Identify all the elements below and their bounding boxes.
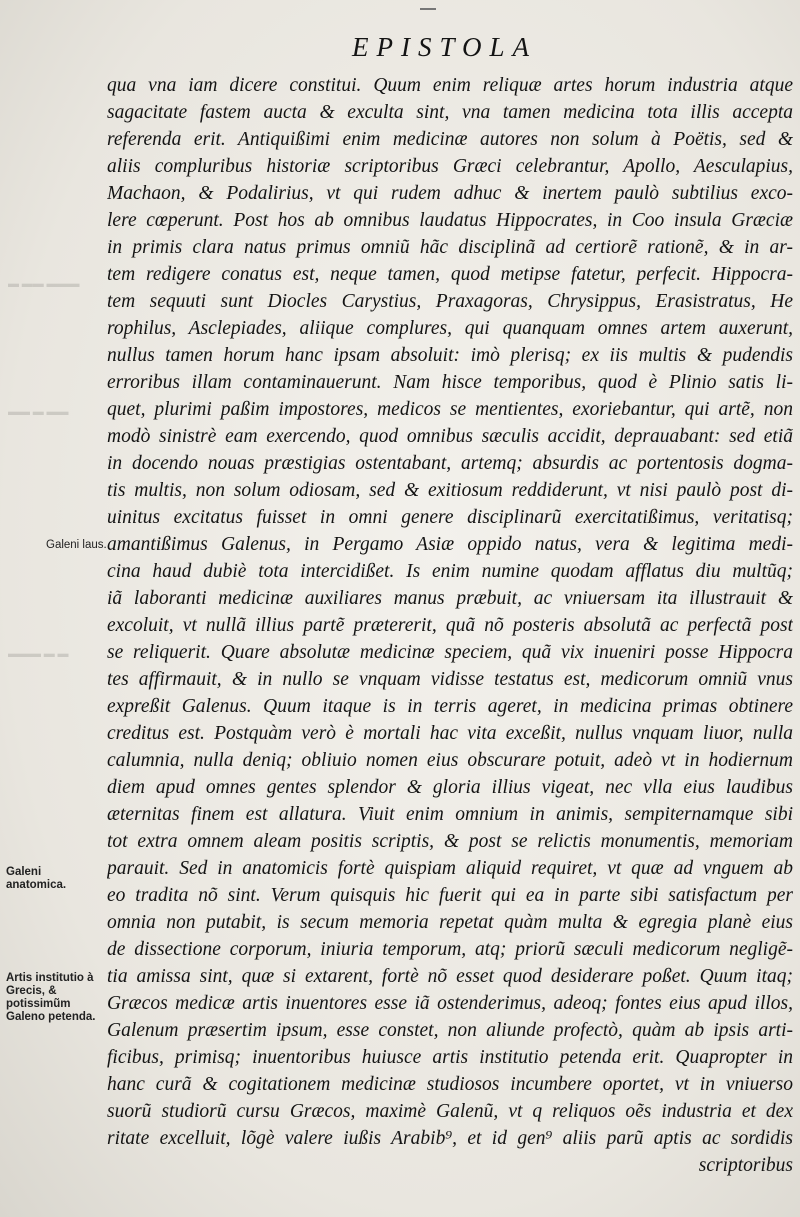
text-line: cina haud dubiè tota intercidißet. Is enim numine quodam afflatus diu multũq; [107,561,793,582]
text-line: Galenum præsertim ipsum, esse constet, non aliunde profectò, quàm ab ipsis arti- [107,1020,793,1041]
text-line: ritate excelluit, lõgè valere iußis Arabib⁹, et id gen⁹ aliis parũ aptis ac sordidis [107,1128,793,1149]
text-line: aliis compluribus historiæ scriptoribus Græci celebrantur, Apollo, Aesculapius, [107,156,793,177]
margin-note-art-institution: Artis institutio à Grecis, & potissimũm Galeno petenda. [6,972,96,1023]
text-line: se reliquerit. Quare absolutæ medicinæ speciem, quã vix inueniri posse Hippocra [107,642,793,663]
text-line: lere cœperunt. Post hos ab omnibus laudatus Hippocrates, in Coo insula Græciæ [107,210,793,231]
bleed-through-text: ▬▬ ▬ ▬▬ [8,406,69,418]
text-line: calumnia, nulla deniq; obliuio nomen eius obscurare potuit, adeò vt in hodiernum [107,750,793,771]
text-line: Machaon, & Podalirius, vt qui rudem adhuc & inertem paulò subtilius exco- [107,183,793,204]
text-line: de dissectione corporum, iniuria temporum, atq; priorũ sæculi medicorum negligẽ- [107,939,793,960]
text-line: hanc curã & cogitationem medicinæ studiosos incumbere oportet, vt in vniuerso [107,1074,793,1095]
text-line: quet, plurimi paßim impostores, medicos se mentientes, exoriebantur, qui artẽ, non [107,399,793,420]
text-line: amantißimus Galenus, in Pergamo Asiæ oppido natus, vera & legitima medi- [107,534,793,555]
text-line: excoluit, vt nullã illius partẽ prætererit, quã nõ posteris absolutã ac perfectã post [107,615,793,636]
text-line: modò sinistrè eam exercendo, quod omnibus sæculis accidit, deprauabant: sed etiã [107,426,793,447]
text-line: tot extra omnem aleam positis scriptis, & post se relictis monumentis, memoriam [107,831,793,852]
text-line: qua vna iam dicere constitui. Quum enim reliquæ artes horum industria atque [107,75,793,96]
text-line: referenda erit. Antiquißimi enim medicinæ autores non solum à Poëtis, sed & [107,129,793,150]
text-line: omnia non putabit, is secum memoria repetat quàm multa & egregia planè eius [107,912,793,933]
text-line: tem sequuti sunt Diocles Carystius, Praxagoras, Chrysippus, Erasistratus, He [107,291,793,312]
running-header: EPISTOLA [352,32,538,62]
text-line: tem redigere conatus est, neque tamen, quod metipse fatetur, perfecit. Hippocra- [107,264,793,285]
text-line: tes affirmauit, & in nullo se vnquam vidisse testatus est, medicorum omniũ vnus [107,669,793,690]
main-text-block [107,72,793,1179]
text-line: in docendo nouas præstigias ostentabant, artemq; absurdis ac portentosis dogma- [107,453,793,474]
bleed-through-text: ▬▬▬ ▬ ▬ [8,648,69,660]
text-line: æternitas finem est allatura. Viuit enim omnium in animis, sempiternamque sibi [107,804,793,825]
text-line: parauit. Sed in anatomicis fortè quispiam aliquid requiret, vt quæ ad vnguem ab [107,858,793,879]
text-line: Græcos medicæ artis inuentores esse iã ostenderimus, adeoq; fontes eius apud illos, [107,993,793,1014]
text-line: tis multis, non solum odiosam, sed & exitiosum reddiderunt, vt nisi paulò post di- [107,480,793,501]
text-line: diem apud omnes gentes splendor & gloria illius vigeat, nec vlla eius laudibus [107,777,793,798]
text-line: scriptoribus [698,1155,793,1176]
text-line: suorũ studiorũ cursu Græcos, maximè Galenũ, vt q reliquos oẽs industria et dex [107,1101,793,1122]
text-line: nullus tamen horum hanc ipsam absoluit: imò plerisq; ex iis multis & pudendis [107,345,793,366]
text-line: uinitus excitatus fuisset in omni genere disciplinarũ exercitatißimus, veritatisq; [107,507,793,528]
text-line: in primis clara natus primus omniũ hãc disciplinã ad certiorẽ rationẽ, & in ar- [107,237,793,258]
ink-mark [420,8,436,10]
text-line: ficibus, primisq; inuentoribus huiusce artis institutio petenda erit. Quapropter in [107,1047,793,1068]
margin-note-galen-anatomy: Galeni anatomica. [6,866,67,891]
bleed-through-text: ▬ ▬▬ ▬▬▬ [8,278,80,290]
text-line: sagacitate fastem aucta & exculta sint, vna tamen medicina tota illis accepta [107,102,793,123]
margin-note-galen-praise: Galeni laus. [46,539,107,551]
text-line: expreßit Galenus. Quum itaque is in terris ageret, in medicina primas obtinere [107,696,793,717]
text-line: tia amissa sint, quæ si extarent, fortè nõ esset quod desiderare poßet. Quum itaq; [107,966,793,987]
text-line: rophilus, Asclepiades, aliique complures, qui quanquam omnes artem auxerunt, [107,318,793,339]
text-line: erroribus illam contaminauerunt. Nam hisce temporibus, quod è Plinio satis li- [107,372,793,393]
text-line: iã laboranti medicinæ auxiliares manus præbuit, ac vniuersam ita illustrauit & [107,588,793,609]
text-line: creditus est. Postquàm verò è mortali hac vita exceßit, nullus vnquam liuor, nulla [107,723,793,744]
text-line: eo tradita nõ sint. Verum quisquis hic fuerit qui ea in parte sibi satisfactum per [107,885,793,906]
